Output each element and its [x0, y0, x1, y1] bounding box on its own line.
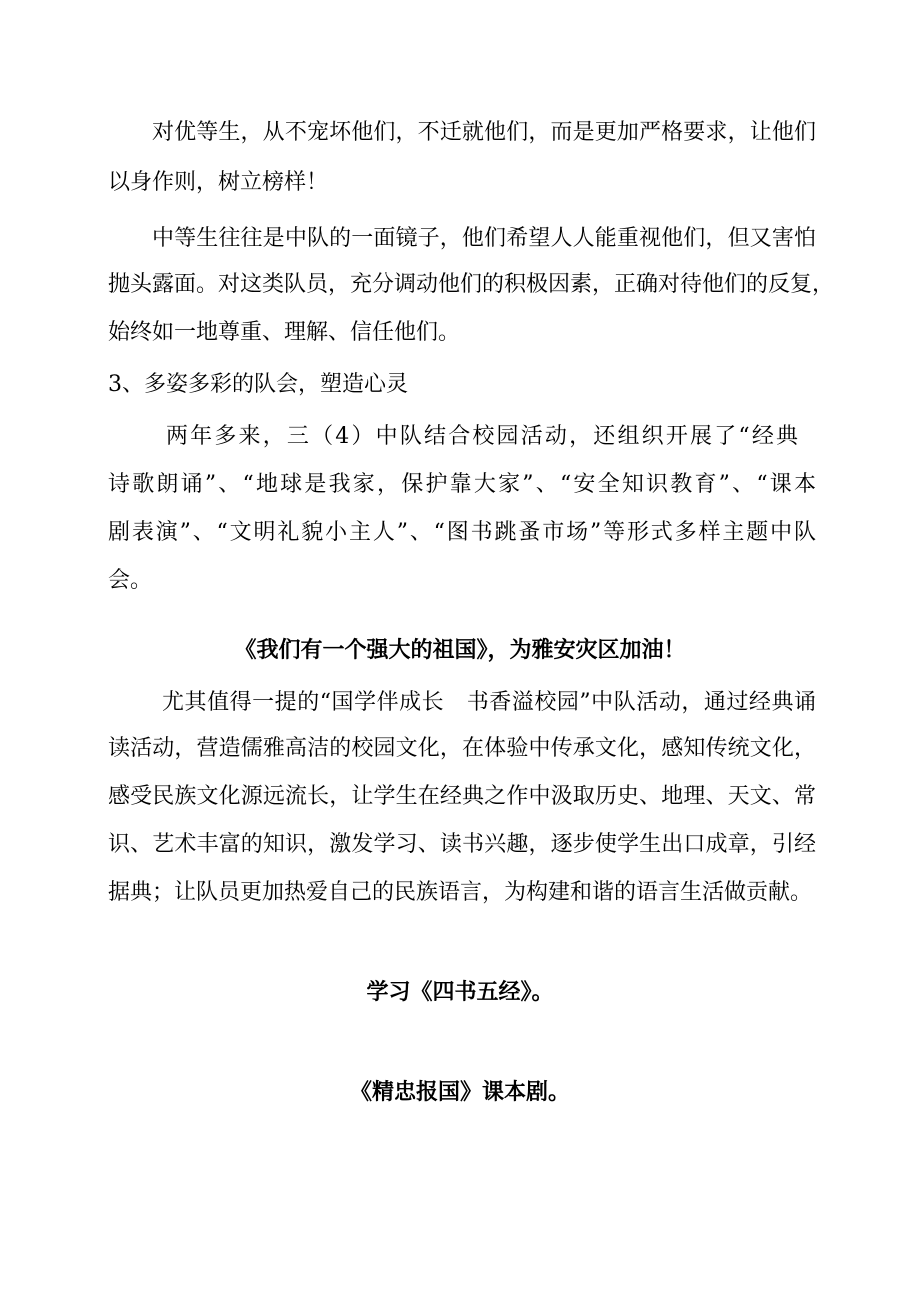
paragraph-1-line-1: 对优等生，从不宠坏他们，不迁就他们，而是更加严格要求，让他们 [152, 120, 816, 145]
paragraph-2-line-2: 抛头露面。对这类队员，充分调动他们的积极因素，正确对待他们的反复， [108, 272, 835, 297]
paragraph-3-line-3: 剧表演”、“文明礼貌小主人”、“图书跳蚤市场”等形式多样主题中队 [108, 520, 816, 545]
paragraph-4-line-3: 感受民族文化源远流长，让学生在经典之作中汲取历史、地理、天文、常 [108, 784, 816, 809]
photo-caption-1: 《我们有一个强大的祖国》，为雅安灾区加油！ [234, 638, 686, 663]
paragraph-4-line-1: 尤其值得一提的“国学伴成长 书香溢校园”中队活动，通过经典诵 [162, 690, 816, 715]
photo-caption-3: 《精忠报国》课本剧。 [349, 1080, 570, 1105]
paragraph-2-line-3: 始终如一地尊重、理解、信任他们。 [108, 320, 461, 345]
paragraph-4-line-4: 识、艺术丰富的知识，激发学习、读书兴趣，逐步使学生出口成章，引经 [108, 832, 816, 857]
section-heading: 3、多姿多彩的队会，塑造心灵 [108, 372, 408, 397]
paragraph-1-line-2: 以身作则，树立榜样！ [108, 170, 329, 195]
paragraph-2-line-1: 中等生往往是中队的一面镜子，他们希望人人能重视他们，但又害怕 [152, 226, 816, 251]
paragraph-3-line-1: 两年多来，三（4）中队结合校园活动，还组织开展了“经典 [166, 424, 798, 449]
photo-caption-2: 学习《四书五经》。 [366, 980, 554, 1005]
paragraph-3-line-4: 会。 [108, 568, 153, 593]
paragraph-3-line-2: 诗歌朗诵”、“地球是我家，保护靠大家”、“安全知识教育”、“课本 [108, 472, 816, 497]
paragraph-4-line-5: 据典；让队员更加热爱自己的民族语言，为构建和谐的语言生活做贡献。 [108, 880, 813, 905]
paragraph-4-line-2: 读活动，营造儒雅高洁的校园文化，在体验中传承文化，感知传统文化， [108, 736, 816, 761]
